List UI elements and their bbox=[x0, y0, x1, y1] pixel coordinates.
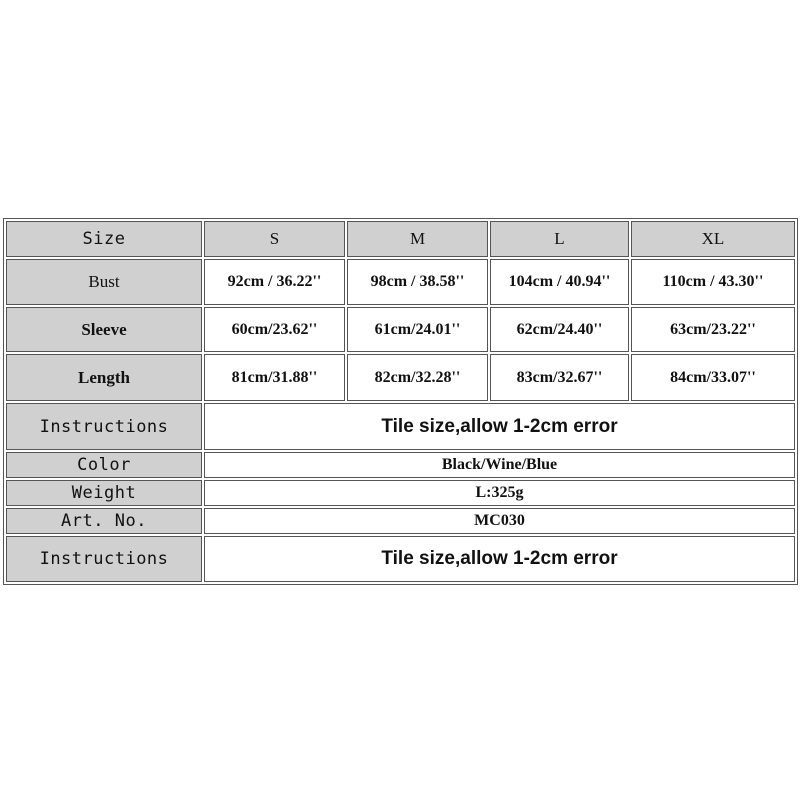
art-no-value: MC030 bbox=[204, 508, 795, 534]
length-row bbox=[6, 354, 795, 401]
size-s-header: S bbox=[204, 221, 345, 257]
art-no-row bbox=[6, 508, 795, 534]
bust-s-value: 92cm / 36.22'' bbox=[204, 259, 345, 305]
weight-label: Weight bbox=[6, 480, 202, 506]
bust-l-value: 104cm / 40.94'' bbox=[490, 259, 629, 305]
color-label: Color bbox=[6, 452, 202, 478]
instructions-label-2: Instructions bbox=[6, 536, 202, 582]
sleeve-m-value: 61cm/24.01'' bbox=[347, 307, 488, 352]
color-row bbox=[6, 452, 795, 478]
bust-m-value: 98cm / 38.58'' bbox=[347, 259, 488, 305]
instructions-row-2 bbox=[6, 536, 795, 582]
size-l-header: L bbox=[490, 221, 629, 257]
bust-label: Bust bbox=[6, 259, 202, 305]
header-row bbox=[6, 221, 795, 257]
instructions-label-1: Instructions bbox=[6, 403, 202, 450]
length-s-value: 81cm/31.88'' bbox=[204, 354, 345, 401]
instructions-value-1: Tile size,allow 1-2cm error bbox=[204, 403, 795, 450]
instructions-value-2: Tile size,allow 1-2cm error bbox=[204, 536, 795, 582]
bust-row bbox=[6, 259, 795, 305]
sleeve-xl-value: 63cm/23.22'' bbox=[631, 307, 795, 352]
length-m-value: 82cm/32.28'' bbox=[347, 354, 488, 401]
sleeve-row bbox=[6, 307, 795, 352]
length-label: Length bbox=[6, 354, 202, 401]
length-l-value: 83cm/32.67'' bbox=[490, 354, 629, 401]
sleeve-l-value: 62cm/24.40'' bbox=[490, 307, 629, 352]
instructions-row-1 bbox=[6, 403, 795, 450]
weight-value: L:325g bbox=[204, 480, 795, 506]
size-m-header: M bbox=[347, 221, 488, 257]
size-header-label: Size bbox=[6, 221, 202, 257]
length-xl-value: 84cm/33.07'' bbox=[631, 354, 795, 401]
size-chart-table bbox=[3, 218, 798, 585]
bust-xl-value: 110cm / 43.30'' bbox=[631, 259, 795, 305]
art-no-label: Art. No. bbox=[6, 508, 202, 534]
size-xl-header: XL bbox=[631, 221, 795, 257]
sleeve-label: Sleeve bbox=[6, 307, 202, 352]
weight-row bbox=[6, 480, 795, 506]
sleeve-s-value: 60cm/23.62'' bbox=[204, 307, 345, 352]
color-value: Black/Wine/Blue bbox=[204, 452, 795, 478]
